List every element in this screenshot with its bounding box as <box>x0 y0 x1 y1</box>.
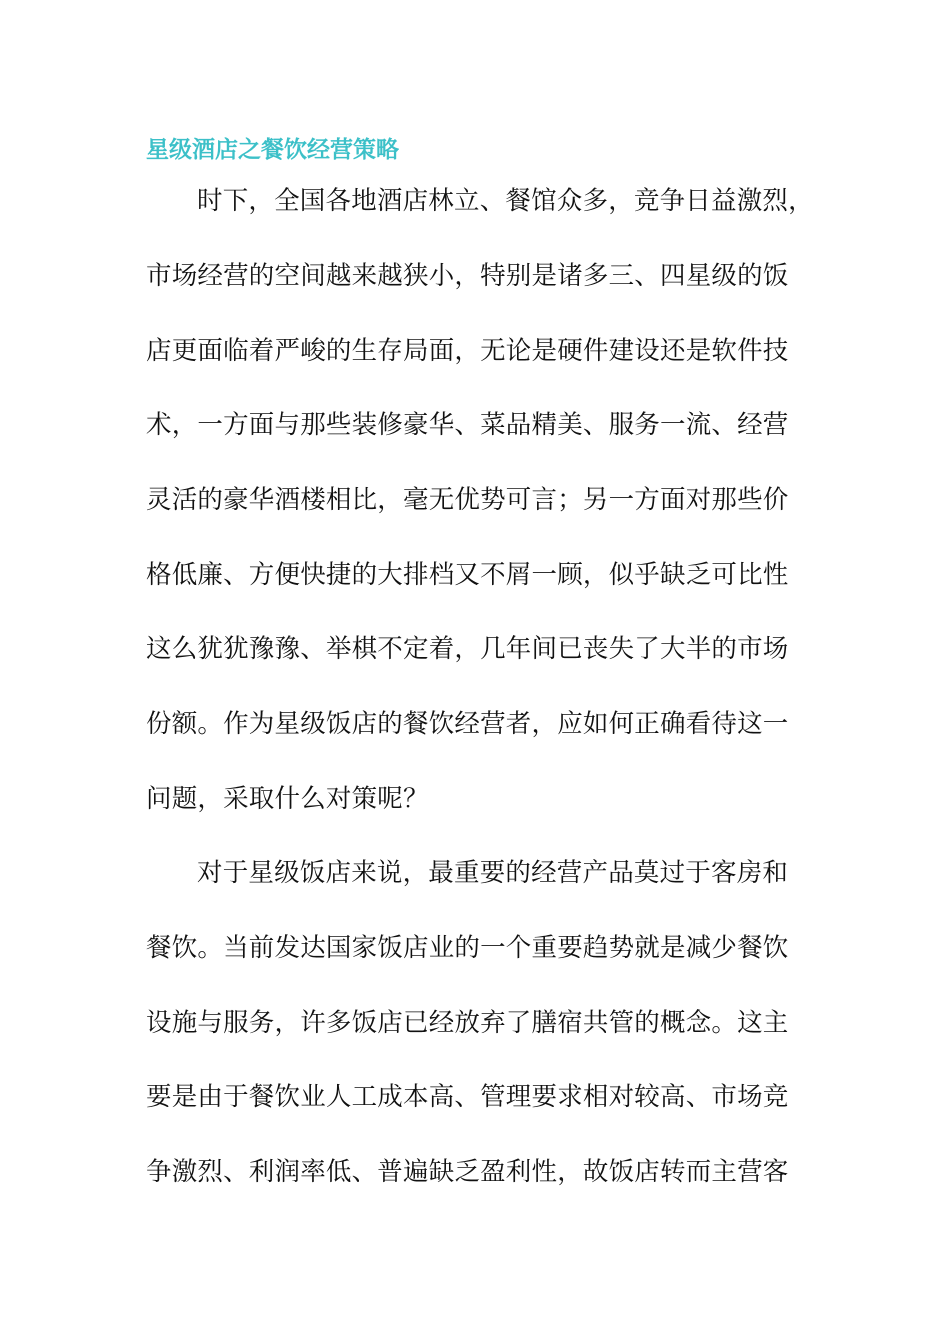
paragraph-1-line-2: 市场经营的空间越来越狭小，特别是诸多三、四星级的饭 <box>146 261 789 291</box>
paragraph-1-line-9: 问题，采取什么对策呢？ <box>146 784 429 814</box>
paragraph-2-line-4: 要是由于餐饮业人工成本高、管理要求相对较高、市场竞 <box>146 1082 789 1112</box>
paragraph-1-line-6: 格低廉、方便快捷的大排档又不屑一顾，似乎缺乏可比性 <box>146 560 789 590</box>
paragraph-1-line-5: 灵活的豪华酒楼相比，毫无优势可言；另一方面对那些价 <box>146 485 789 515</box>
paragraph-1-line-8: 份额。作为星级饭店的餐饮经营者，应如何正确看待这一 <box>146 709 789 739</box>
paragraph-1-line-1: 时下，全国各地酒店林立、餐馆众多，竞争日益激烈， <box>197 186 814 216</box>
paragraph-1-line-7: 这么犹犹豫豫、举棋不定着，几年间已丧失了大半的市场 <box>146 634 789 664</box>
paragraph-2-line-1: 对于星级饭店来说，最重要的经营产品莫过于客房和 <box>197 858 789 888</box>
paragraph-1-line-4: 术，一方面与那些装修豪华、菜品精美、服务一流、经营 <box>146 410 789 440</box>
paragraph-1-line-3: 店更面临着严峻的生存局面，无论是硬件建设还是软件技 <box>146 336 789 366</box>
paragraph-2-line-2: 餐饮。当前发达国家饭店业的一个重要趋势就是减少餐饮 <box>146 933 789 963</box>
paragraph-2-line-3: 设施与服务，许多饭店已经放弃了膳宿共管的概念。这主 <box>146 1008 789 1038</box>
paragraph-2-line-5: 争激烈、利润率低、普遍缺乏盈利性，故饭店转而主营客 <box>146 1157 789 1187</box>
document-title: 星级酒店之餐饮经营策略 <box>146 136 399 163</box>
